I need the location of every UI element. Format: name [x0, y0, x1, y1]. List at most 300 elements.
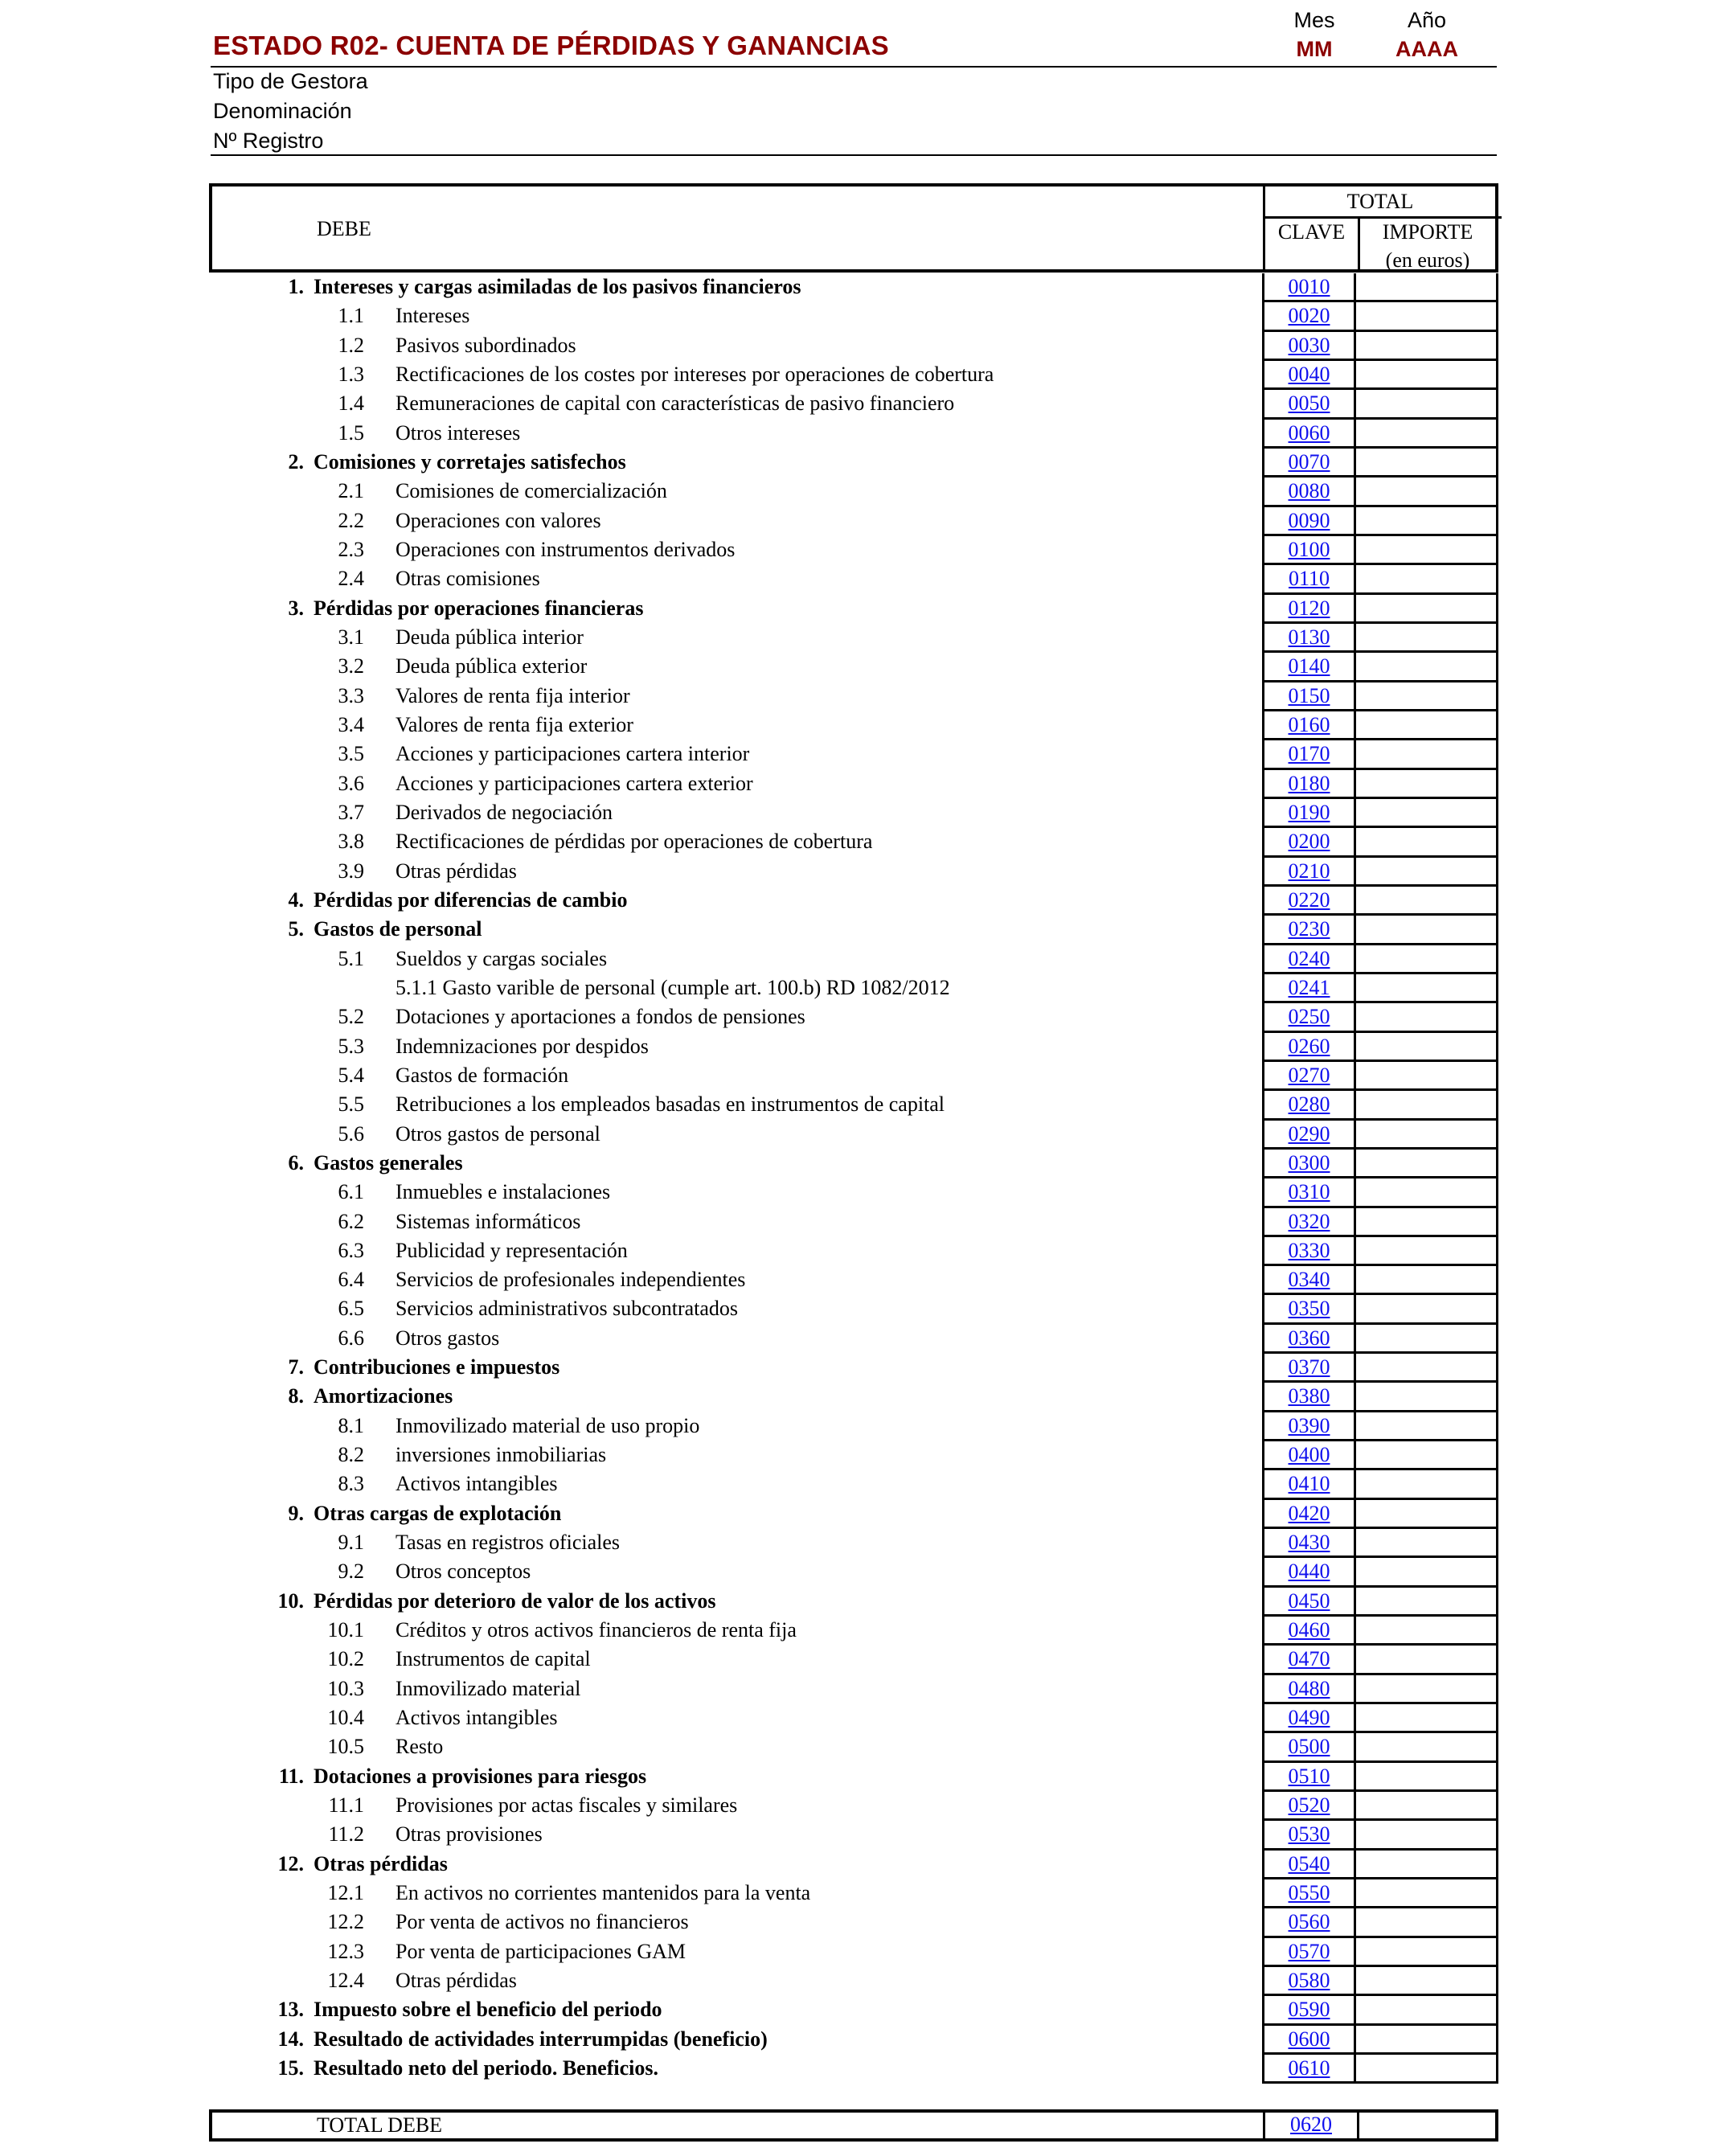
table-row [0, 858, 1709, 887]
importe-cell[interactable] [1354, 1851, 1498, 1879]
row-number: 10. [277, 1588, 304, 1613]
row-number: 6.5 [338, 1297, 364, 1321]
registry-number-label: Nº Registro [213, 129, 324, 153]
clave-link[interactable]: 0530 [1262, 1821, 1356, 1850]
row-number: 5.5 [338, 1092, 364, 1117]
row-number: 1.2 [338, 333, 364, 357]
importe-cell[interactable] [1354, 1967, 1498, 1996]
importe-cell[interactable] [1354, 1003, 1498, 1032]
row-label: Por venta de activos no financieros [395, 1910, 689, 1934]
row-label: Retribuciones a los empleados basadas en instrumentos de capital [395, 1092, 945, 1117]
clave-link[interactable]: 0570 [1262, 1938, 1356, 1967]
importe-cell[interactable] [1354, 711, 1498, 740]
table-row [0, 916, 1709, 945]
clave-link[interactable]: 0420 [1262, 1500, 1356, 1529]
row-number: 2.4 [338, 567, 364, 591]
table-row [0, 1996, 1709, 2025]
row-label: Dotaciones a provisiones para riesgos [314, 1764, 647, 1788]
clave-link[interactable]: 0360 [1262, 1325, 1356, 1354]
importe-cell[interactable] [1354, 536, 1498, 565]
clave-link[interactable]: 0130 [1262, 624, 1356, 653]
row-number: 8.2 [338, 1443, 364, 1467]
importe-cell[interactable] [1354, 1354, 1498, 1383]
clave-link[interactable]: 0350 [1262, 1295, 1356, 1324]
table-row [0, 1588, 1709, 1617]
importe-cell[interactable] [1354, 420, 1498, 449]
row-number: 3.9 [338, 859, 364, 883]
row-label: Operaciones con valores [395, 508, 601, 532]
total-column-header: TOTAL [1346, 190, 1414, 213]
table-row [0, 1821, 1709, 1850]
table-row [0, 390, 1709, 419]
row-number: 6. [288, 1150, 304, 1174]
row-number: 9. [288, 1501, 304, 1525]
header-divider-horizontal [1263, 216, 1502, 219]
importe-cell[interactable] [1354, 1763, 1498, 1792]
row-number: 13. [277, 1998, 304, 2022]
clave-link[interactable]: 0200 [1262, 828, 1356, 857]
importe-cell[interactable] [1354, 1295, 1498, 1324]
row-label: Publicidad y representación [395, 1238, 628, 1262]
year-label: Año [1407, 8, 1447, 32]
table-row [0, 536, 1709, 565]
row-label: Operaciones con instrumentos derivados [395, 537, 736, 561]
importe-cell[interactable] [1354, 2026, 1498, 2055]
clave-link[interactable]: 0440 [1262, 1558, 1356, 1587]
row-label: Sueldos y cargas sociales [395, 946, 608, 970]
clave-link[interactable]: 0410 [1262, 1470, 1356, 1499]
table-row [0, 1383, 1709, 1412]
row-number: 5. [288, 917, 304, 941]
table-row [0, 1617, 1709, 1646]
total-debe-label: TOTAL DEBE [317, 2113, 443, 2137]
importe-cell[interactable] [1354, 1150, 1498, 1178]
table-row [0, 332, 1709, 361]
clave-link[interactable]: 0180 [1262, 770, 1356, 799]
row-number: 9.1 [338, 1531, 364, 1555]
identification-divider [211, 154, 1497, 156]
row-label: Dotaciones y aportaciones a fondos de pensiones [395, 1005, 805, 1029]
row-number: 11. [278, 1764, 304, 1788]
clave-link[interactable]: 0520 [1262, 1792, 1356, 1821]
clave-link[interactable]: 0550 [1262, 1879, 1356, 1908]
importe-cell[interactable] [1354, 858, 1498, 887]
row-number: 12.2 [327, 1910, 364, 1934]
row-label: Sistemas informáticos [395, 1209, 581, 1233]
importe-cell[interactable] [1354, 1470, 1498, 1499]
importe-cell[interactable] [1354, 740, 1498, 769]
table-row [0, 1470, 1709, 1499]
table-row [0, 1178, 1709, 1207]
row-number: 12.3 [327, 1939, 364, 1963]
clave-link[interactable]: 0600 [1262, 2026, 1356, 2055]
importe-cell[interactable] [1354, 2055, 1498, 2084]
row-label: Otras comisiones [395, 567, 540, 591]
row-label: Créditos y otros activos financieros de renta fija [395, 1618, 797, 1642]
table-row [0, 974, 1709, 1003]
importe-cell[interactable] [1354, 974, 1498, 1003]
row-label: Valores de renta fija exterior [395, 712, 633, 736]
clave-link[interactable]: 0320 [1262, 1208, 1356, 1237]
clave-link[interactable]: 0160 [1262, 711, 1356, 740]
table-row [0, 1295, 1709, 1324]
row-number: 6.4 [338, 1268, 364, 1292]
clave-link[interactable]: 0540 [1262, 1851, 1356, 1879]
row-number: 12. [277, 1851, 304, 1875]
importe-cell[interactable] [1354, 1383, 1498, 1412]
row-number: 10.4 [327, 1706, 364, 1730]
total-debe-row [209, 2109, 1498, 2142]
importe-cell[interactable] [1354, 1062, 1498, 1091]
importe-cell[interactable] [1354, 799, 1498, 828]
row-number: 2.3 [338, 537, 364, 561]
importe-cell[interactable] [1354, 1588, 1498, 1617]
importe-unit-label: (en euros) [1385, 248, 1470, 272]
form-title: ESTADO R02- CUENTA DE PÉRDIDAS Y GANANCIAS [213, 31, 889, 60]
row-label: Otros gastos [395, 1326, 500, 1350]
importe-column-header: IMPORTE [1382, 220, 1473, 244]
importe-cell[interactable] [1354, 1178, 1498, 1207]
row-number: 15. [277, 2056, 304, 2080]
clave-link[interactable]: 0380 [1262, 1383, 1356, 1412]
table-row [0, 273, 1709, 302]
clave-link[interactable]: 0300 [1262, 1150, 1356, 1178]
importe-cell[interactable] [1354, 273, 1498, 302]
row-number: 3.5 [338, 742, 364, 766]
clave-link[interactable]: 0610 [1262, 2055, 1356, 2084]
row-label: Activos intangibles [395, 1472, 558, 1496]
row-number: 3. [288, 596, 304, 620]
importe-cell[interactable] [1354, 1938, 1498, 1967]
clave-link[interactable]: 0280 [1262, 1091, 1356, 1120]
row-label: Pérdidas por deterioro de valor de los activos [314, 1588, 716, 1613]
table-row [0, 624, 1709, 653]
table-row [0, 799, 1709, 828]
row-label: Gastos de formación [395, 1063, 569, 1087]
total-debe-clave[interactable]: 0620 [1263, 2109, 1359, 2142]
table-row [0, 1237, 1709, 1266]
row-number: 1. [288, 275, 304, 298]
clave-link[interactable]: 0060 [1262, 420, 1356, 449]
clave-link[interactable]: 0110 [1262, 565, 1356, 594]
row-label: Inmovilizado material de uso propio [395, 1413, 700, 1437]
row-number: 6.1 [338, 1180, 364, 1204]
importe-cell[interactable] [1354, 1733, 1498, 1762]
clave-link[interactable]: 0370 [1262, 1354, 1356, 1383]
row-label: Inmovilizado material [395, 1676, 581, 1700]
clave-link[interactable]: 0270 [1262, 1062, 1356, 1091]
row-number: 5.2 [338, 1005, 364, 1029]
row-label: 5.1.1 Gasto varible de personal (cumple art. 100.b) RD 1082/2012 [395, 975, 950, 999]
importe-cell[interactable] [1354, 1617, 1498, 1646]
importe-cell[interactable] [1354, 1237, 1498, 1266]
table-row [0, 682, 1709, 711]
table-row [0, 711, 1709, 740]
year-value: AAAA [1395, 37, 1458, 61]
row-label: Otras provisiones [395, 1822, 543, 1847]
importe-cell[interactable] [1354, 1412, 1498, 1441]
importe-cell[interactable] [1354, 1704, 1498, 1733]
clave-link[interactable]: 0290 [1262, 1121, 1356, 1150]
row-number: 5.1 [338, 946, 364, 970]
row-label: Pérdidas por diferencias de cambio [314, 887, 628, 912]
clave-link[interactable]: 0120 [1262, 595, 1356, 624]
table-row [0, 1763, 1709, 1792]
clave-link[interactable]: 0560 [1262, 1908, 1356, 1937]
importe-cell[interactable] [1354, 1792, 1498, 1821]
importe-cell[interactable] [1354, 478, 1498, 506]
row-label: Otras cargas de explotación [314, 1501, 562, 1525]
row-number: 2.1 [338, 479, 364, 503]
table-row [0, 595, 1709, 624]
table-row [0, 1121, 1709, 1150]
table-row [0, 478, 1709, 506]
clave-link[interactable]: 0260 [1262, 1033, 1356, 1062]
clave-link[interactable]: 0450 [1262, 1588, 1356, 1617]
clave-link[interactable]: 0240 [1262, 945, 1356, 974]
importe-cell[interactable] [1354, 770, 1498, 799]
row-label: Rectificaciones de pérdidas por operaciones de cobertura [395, 830, 873, 854]
clave-link[interactable]: 0040 [1262, 361, 1356, 390]
importe-cell[interactable] [1354, 828, 1498, 857]
row-label: Inmuebles e instalaciones [395, 1180, 611, 1204]
clave-link[interactable]: 0230 [1262, 916, 1356, 945]
importe-cell[interactable] [1354, 449, 1498, 478]
clave-link[interactable]: 0220 [1262, 887, 1356, 916]
importe-cell[interactable] [1354, 1529, 1498, 1558]
row-number: 5.3 [338, 1034, 364, 1058]
row-number: 5.4 [338, 1063, 364, 1087]
table-row [0, 945, 1709, 974]
row-label: Instrumentos de capital [395, 1647, 591, 1671]
row-label: Otras pérdidas [395, 1969, 517, 1993]
row-label: Gastos de personal [314, 917, 482, 941]
clave-link[interactable]: 0090 [1262, 507, 1356, 536]
clave-link[interactable]: 0340 [1262, 1266, 1356, 1295]
importe-cell[interactable] [1354, 1325, 1498, 1354]
row-number: 3.3 [338, 683, 364, 707]
clave-link[interactable]: 0480 [1262, 1675, 1356, 1704]
row-label: Comisiones de comercialización [395, 479, 667, 503]
clave-link[interactable]: 0400 [1262, 1441, 1356, 1470]
table-row [0, 420, 1709, 449]
row-label: Tasas en registros oficiales [395, 1531, 621, 1555]
row-number: 7. [288, 1355, 304, 1379]
row-number: 10.5 [327, 1735, 364, 1759]
importe-cell[interactable] [1354, 624, 1498, 653]
importe-cell[interactable] [1354, 945, 1498, 974]
row-label: Resultado de actividades interrumpidas (beneficio) [314, 2027, 768, 2051]
importe-cell[interactable] [1354, 682, 1498, 711]
row-number: 3.8 [338, 830, 364, 854]
row-label: Deuda pública interior [395, 625, 584, 649]
row-label: Comisiones y corretajes satisfechos [314, 449, 626, 473]
clave-link[interactable]: 0050 [1262, 390, 1356, 419]
row-number: 8.3 [338, 1472, 364, 1496]
clave-link[interactable]: 0190 [1262, 799, 1356, 828]
row-label: Resultado neto del periodo. Beneficios. [314, 2056, 658, 2080]
importe-cell[interactable] [1354, 302, 1498, 331]
clave-link[interactable]: 0430 [1262, 1529, 1356, 1558]
clave-link[interactable]: 0140 [1262, 653, 1356, 682]
importe-cell[interactable] [1354, 1121, 1498, 1150]
importe-cell[interactable] [1354, 595, 1498, 624]
table-row [0, 740, 1709, 769]
month-label: Mes [1293, 8, 1335, 32]
importe-cell[interactable] [1354, 1996, 1498, 2025]
importe-cell[interactable] [1354, 1033, 1498, 1062]
clave-link[interactable]: 0210 [1262, 858, 1356, 887]
row-label: Impuesto sobre el beneficio del periodo [314, 1998, 662, 2022]
table-row [0, 887, 1709, 916]
importe-cell[interactable] [1354, 653, 1498, 682]
importe-cell[interactable] [1354, 1208, 1498, 1237]
row-number: 3.1 [338, 625, 364, 649]
clave-link[interactable]: 0241 [1262, 974, 1356, 1003]
row-number: 8. [288, 1384, 304, 1408]
importe-cell[interactable] [1354, 1500, 1498, 1529]
row-number: 3.4 [338, 712, 364, 736]
row-label: Pasivos subordinados [395, 333, 576, 357]
row-label: Provisiones por actas fiscales y similares [395, 1793, 738, 1818]
debe-column-header: DEBE [317, 217, 371, 240]
clave-link[interactable]: 0150 [1262, 682, 1356, 711]
table-row [0, 1879, 1709, 1908]
importe-cell[interactable] [1354, 332, 1498, 361]
table-row [0, 1500, 1709, 1529]
clave-link[interactable]: 0580 [1262, 1967, 1356, 1996]
importe-cell[interactable] [1354, 1908, 1498, 1937]
row-number: 4. [288, 887, 304, 912]
clave-link[interactable]: 0010 [1262, 273, 1356, 302]
row-label: Activos intangibles [395, 1706, 558, 1730]
row-label: Pérdidas por operaciones financieras [314, 596, 644, 620]
row-label: Derivados de negociación [395, 800, 613, 824]
table-row [0, 1208, 1709, 1237]
table-row [0, 770, 1709, 799]
table-row [0, 1733, 1709, 1762]
clave-link[interactable]: 0490 [1262, 1704, 1356, 1733]
row-label: inversiones inmobiliarias [395, 1443, 607, 1467]
denomination-label: Denominación [213, 99, 352, 123]
table-row [0, 1325, 1709, 1354]
clave-link[interactable]: 0310 [1262, 1178, 1356, 1207]
row-label: Servicios administrativos subcontratados [395, 1297, 739, 1321]
importe-cell[interactable] [1354, 1558, 1498, 1587]
row-label: Otros intereses [395, 420, 521, 445]
importe-cell[interactable] [1354, 390, 1498, 419]
table-row [0, 1675, 1709, 1704]
clave-link[interactable]: 0030 [1262, 332, 1356, 361]
table-row [0, 449, 1709, 478]
clave-link[interactable]: 0330 [1262, 1237, 1356, 1266]
row-number: 12.4 [327, 1969, 364, 1993]
clave-link[interactable]: 0080 [1262, 478, 1356, 506]
row-number: 2. [288, 449, 304, 473]
row-label: Acciones y participaciones cartera exterior [395, 771, 753, 795]
row-label: Contribuciones e impuestos [314, 1355, 560, 1379]
table-row [0, 2055, 1709, 2084]
table-row [0, 1704, 1709, 1733]
table-row [0, 1354, 1709, 1383]
row-label: Servicios de profesionales independientes [395, 1268, 746, 1292]
row-number: 3.7 [338, 800, 364, 824]
row-number: 1.5 [338, 420, 364, 445]
clave-link[interactable]: 0390 [1262, 1412, 1356, 1441]
table-row [0, 2026, 1709, 2055]
row-number: 6.6 [338, 1326, 364, 1350]
clave-link[interactable]: 0250 [1262, 1003, 1356, 1032]
table-row [0, 565, 1709, 594]
row-label: Por venta de participaciones GAM [395, 1939, 686, 1963]
clave-link[interactable]: 0020 [1262, 302, 1356, 331]
importe-cell[interactable] [1354, 1821, 1498, 1850]
importe-cell[interactable] [1354, 1441, 1498, 1470]
clave-link[interactable]: 0470 [1262, 1646, 1356, 1674]
row-number: 1.1 [338, 304, 364, 328]
row-number: 6.3 [338, 1238, 364, 1262]
row-label: Indemnizaciones por despidos [395, 1034, 649, 1058]
importe-cell[interactable] [1354, 1091, 1498, 1120]
row-number: 5.6 [338, 1121, 364, 1146]
month-value: MM [1296, 37, 1333, 61]
importe-cell[interactable] [1354, 1266, 1498, 1295]
row-number: 2.2 [338, 508, 364, 532]
row-label: Remuneraciones de capital con características de pasivo financiero [395, 391, 955, 416]
importe-cell[interactable] [1354, 507, 1498, 536]
importe-cell[interactable] [1354, 1675, 1498, 1704]
table-row [0, 1033, 1709, 1062]
row-label: Intereses [395, 304, 470, 328]
management-type-label: Tipo de Gestora [213, 69, 368, 93]
row-number: 6.2 [338, 1209, 364, 1233]
row-number: 3.2 [338, 654, 364, 678]
table-row [0, 1967, 1709, 1996]
clave-link[interactable]: 0100 [1262, 536, 1356, 565]
clave-link[interactable]: 0460 [1262, 1617, 1356, 1646]
row-label: Deuda pública exterior [395, 654, 588, 678]
importe-cell[interactable] [1354, 916, 1498, 945]
row-label: Otros gastos de personal [395, 1121, 600, 1146]
row-label: Acciones y participaciones cartera interior [395, 742, 750, 766]
importe-cell[interactable] [1354, 887, 1498, 916]
table-row [0, 1412, 1709, 1441]
row-label: Gastos generales [314, 1150, 463, 1174]
importe-cell[interactable] [1354, 361, 1498, 390]
clave-link[interactable]: 0070 [1262, 449, 1356, 478]
table-row [0, 302, 1709, 331]
table-row [0, 653, 1709, 682]
row-label: Otras pérdidas [395, 859, 517, 883]
table-row [0, 1938, 1709, 1967]
importe-cell[interactable] [1354, 565, 1498, 594]
table-row [0, 1851, 1709, 1879]
clave-link[interactable]: 0170 [1262, 740, 1356, 769]
account-rows [0, 273, 1709, 2084]
row-number: 1.3 [338, 362, 364, 386]
table-row [0, 1150, 1709, 1178]
row-label: Valores de renta fija interior [395, 683, 630, 707]
table-row [0, 1792, 1709, 1821]
row-number: 12.1 [327, 1881, 364, 1905]
row-number: 8.1 [338, 1413, 364, 1437]
importe-cell[interactable] [1354, 1879, 1498, 1908]
importe-cell[interactable] [1354, 1646, 1498, 1674]
clave-link[interactable]: 0500 [1262, 1733, 1356, 1762]
clave-link[interactable]: 0590 [1262, 1996, 1356, 2025]
clave-link[interactable]: 0510 [1262, 1763, 1356, 1792]
table-row [0, 1441, 1709, 1470]
